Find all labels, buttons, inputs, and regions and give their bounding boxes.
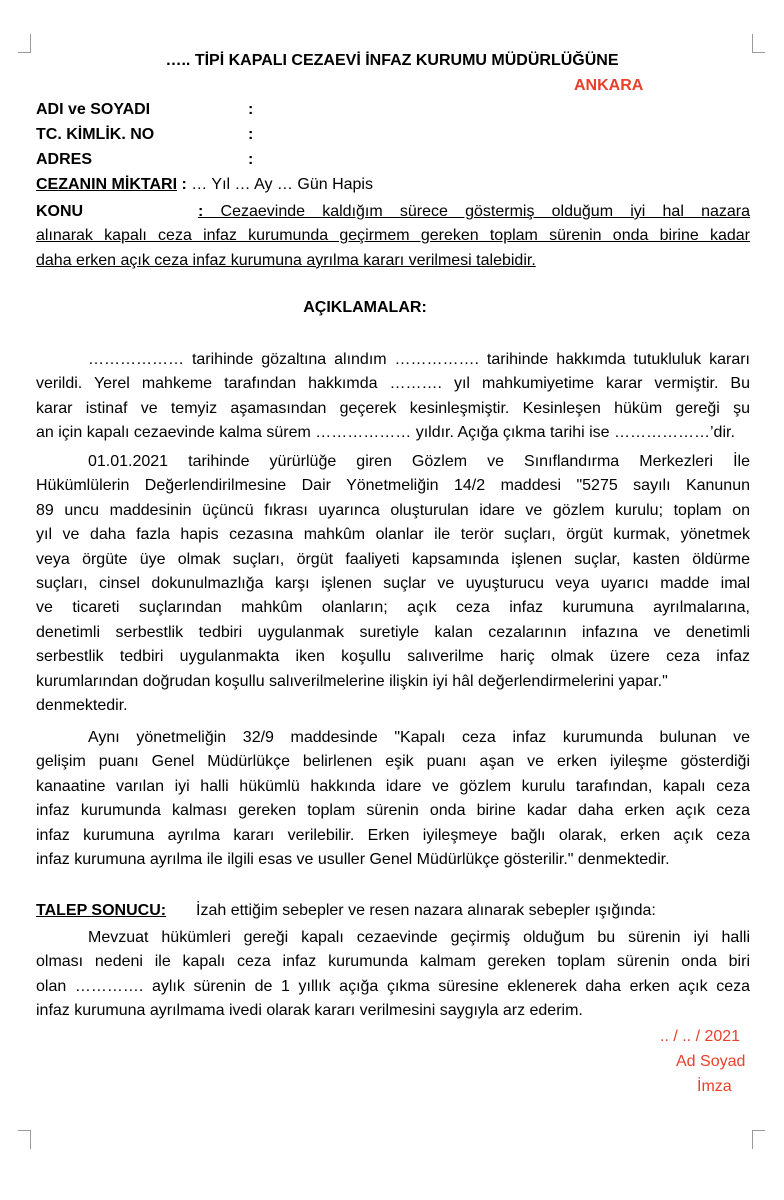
paragraph-line: karar istinaf ve temyiz aşamasından geçerek kesinleşmiştir. Kesinleşen hüküm gereği şu (36, 399, 750, 417)
signature-name: Ad Soyad (676, 1053, 746, 1070)
subject-line: alınarak kapalı ceza infaz kurumunda geçirmem gereken toplam sürenin onda birine kadar (36, 227, 750, 245)
subject-label: KONU (36, 203, 84, 220)
paragraph-line: olan …………. aylık sürenin de 1 yıllık açığa çıkma süresine eklenerek daha erken açık ceza (36, 977, 750, 995)
paragraph-line: infaz kurumuna ayrılma ile ilgili esas ve usuller Genel Müdürlükçe gösterilir." denmektedir. (36, 851, 670, 869)
crop-mark-top-left (18, 34, 31, 53)
crop-mark-top-right (752, 34, 765, 53)
field-label: ADI ve SOYADI (36, 101, 151, 118)
crop-mark-bottom-right (752, 1130, 765, 1149)
field-colon: : (181, 176, 187, 193)
paragraph-regulation-14-2 (36, 450, 750, 718)
explanations-heading: AÇIKLAMALAR: (303, 299, 427, 316)
field-colon: : (248, 101, 254, 118)
paragraph-line: kurumlarından doğrudan koşullu salıverilmelerine ilişkin iyi hâl değerlendirmelerini yapar." (36, 672, 668, 690)
paragraph-detention (36, 348, 750, 446)
paragraph-line: ……………… tarihinde gözaltına alındım ……………. tarihinde hakkımda tutukluluk kararı (88, 351, 750, 368)
field-value: … Yıl … Ay … Gün Hapis (191, 176, 373, 193)
paragraph-line: serbestlik tedbiri uygulanmakta iken koşullu salıverilme hariç olmak üzere ceza infaz (36, 648, 750, 666)
field-sentence (36, 176, 373, 194)
subject-block (36, 200, 750, 273)
paragraph-regulation-32-9 (36, 726, 750, 872)
paragraph-line: kanaatine varılan iyi halli hükümlü hakkında idare ve gözlem kurulu tarafından, kapalı ceza (36, 777, 750, 795)
paragraph-request (36, 926, 750, 1024)
subject-colon: : (198, 203, 204, 220)
field-label: CEZANIN MİKTARI (36, 176, 178, 193)
paragraph-line: verildi. Yerel mahkeme tarafından hakkımda ………. yıl mahkumiyetime karar vermiştir. Bu (36, 375, 750, 393)
paragraph-line: denmektedir. (36, 697, 128, 715)
subject-line (36, 200, 750, 224)
signature-label: İmza (697, 1078, 732, 1095)
paragraph-line: infaz kurumuna ayrılma kararı verilebilir. Erken iyileşmeye bağlı olarak, erken açık ceza (36, 826, 750, 844)
field-colon: : (248, 151, 254, 168)
paragraph-line: yıl ve daha fazla hapis cezasına mahkûm olanlar ile terör suçları, örgüt kurmak, yönetmek (36, 526, 750, 544)
signature-date: .. / .. / 2021 (660, 1028, 741, 1045)
paragraph-line: infaz kurumunda kalması gereken toplam sürenin onda birine kadar daha erken açık ceza (36, 802, 750, 820)
field-name (36, 101, 248, 119)
paragraph-line: Hükümlülerin Değerlendirilmesine Dair Yönetmeliğin 14/2 maddesi "5275 sayılı Kanunun (36, 477, 750, 495)
request-label: TALEP SONUCU: (36, 902, 167, 919)
paragraph-line: suçları, cinsel dokunulmazlığa karşı işlenen suçlar ve uyuşturucu veya uyarıcı madde imal (36, 575, 750, 593)
paragraph-line: 01.01.2021 tarihinde yürürlüğe giren Gözlem ve Sınıflandırma Merkezleri İle (88, 453, 750, 470)
paragraph-line: denetimli serbestlik tedbiri uygulanmak suretiyle kalan cezalarının infazına ve denetimli (36, 623, 750, 641)
paragraph-line: Aynı yönetmeliğin 32/9 maddesinde "Kapalı ceza infaz kurumunda bulunan ve (88, 729, 750, 746)
paragraph-line: ve ticareti suçlarından mahkûm olanların; açık ceza infaz kurumuna ayrılmalarına, (36, 599, 750, 617)
field-colon: : (248, 126, 254, 143)
paragraph-line: an için kapalı cezaevinde kalma sürem ……………… yıldır. Açığa çıkma tarihi ise ………………’dir. (36, 424, 735, 442)
city-name: ANKARA (574, 77, 644, 94)
paragraph-line: gelişim puanı Genel Müdürlükçe belirlenen eşik puanı aşan ve erken iyileşme gösterdiği (36, 753, 750, 771)
paragraph-line: 89 uncu maddesinin üçüncü fıkrası uyarınca oluşturulan idare ve gözlem kurulu; toplam on (36, 501, 750, 519)
subject-text: Cezaevinde kaldığım sürece göstermiş olduğum iyi hal nazara (220, 203, 750, 220)
paragraph-line: Mevzuat hükümleri gereği kapalı cezaevinde geçirmiş olduğum bu sürenin iyi halli (88, 929, 750, 946)
field-label: TC. KİMLİK. NO (36, 126, 155, 143)
paragraph-line: olması nedeni ile kapalı ceza infaz kurumunda kalmam gereken toplam sürenin onda biri (36, 953, 750, 971)
request-intro: İzah ettiğim sebepler ve resen nazara alınarak sebepler ışığında: (196, 902, 656, 919)
crop-mark-bottom-left (18, 1130, 31, 1149)
field-label: ADRES (36, 151, 93, 168)
field-id-number (36, 126, 248, 144)
paragraph-line: veya örgüte üye olmak suçları, örgüt faaliyeti kapsamında işlenen suçlar, kasten öldürme (36, 550, 750, 568)
request-heading (36, 902, 656, 920)
field-address (36, 151, 248, 169)
document-title: ….. TİPİ KAPALI CEZAEVİ İNFAZ KURUMU MÜDÜRLÜĞÜNE (165, 52, 619, 69)
subject-line: daha erken açık ceza infaz kurumuna ayrılma kararı verilmesi talebidir. (36, 251, 536, 269)
paragraph-line: infaz kurumuna ayrılmama ivedi olarak kararı verilmesini saygıyla arz ederim. (36, 1002, 583, 1020)
